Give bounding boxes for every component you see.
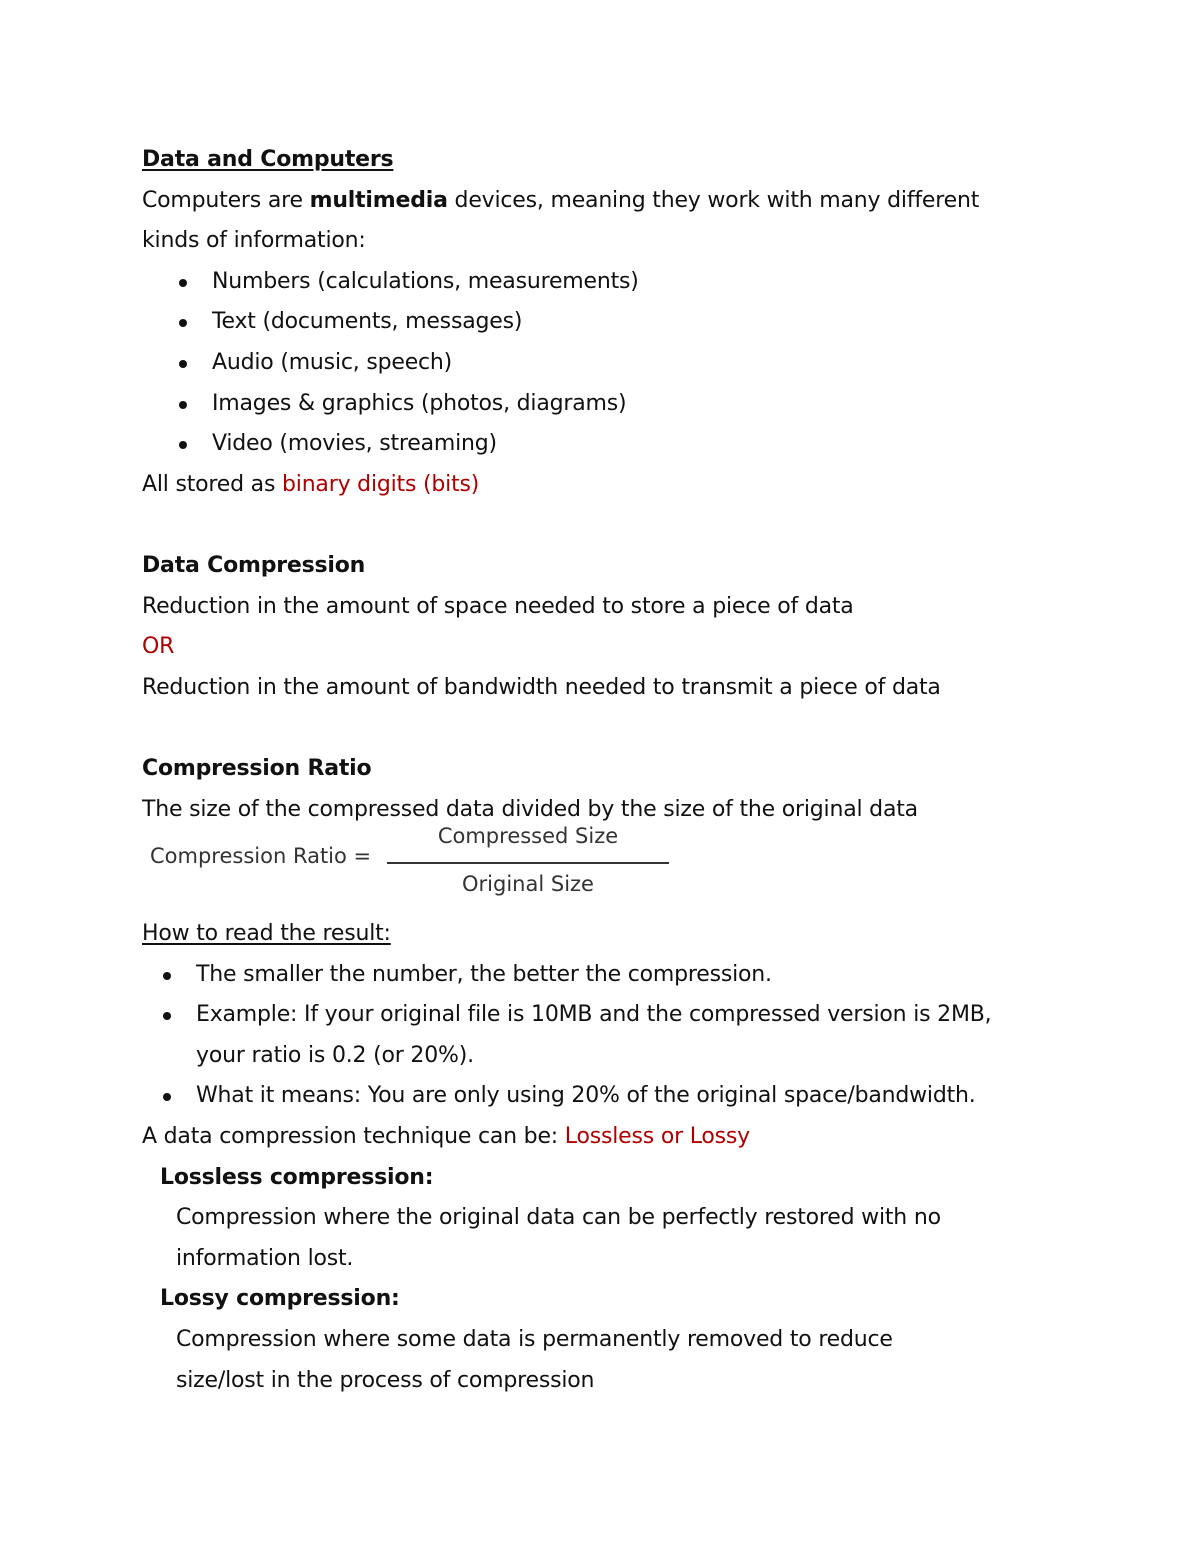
lossless-description-line1: Compression where the original data can be perfectly restored with no	[176, 1205, 941, 1231]
stored-text-pre: All stored as	[142, 471, 283, 497]
bullet-icon	[179, 279, 187, 287]
formula-denominator: Original Size	[462, 872, 594, 897]
lossy-description-line1: Compression where some data is permanently removed to reduce	[176, 1327, 893, 1353]
compression-definition-2: Reduction in the amount of bandwidth needed to transmit a piece of data	[142, 674, 941, 700]
bullet-icon	[179, 441, 187, 449]
ratio-formula	[142, 824, 1062, 914]
list-item-text: Text (documents, messages)	[212, 309, 523, 335]
information-types-list	[142, 262, 1062, 465]
list-item	[142, 343, 1062, 384]
lossless-title: Lossless compression:	[160, 1164, 434, 1190]
document-page	[142, 140, 1062, 1401]
bullet-icon	[163, 1093, 171, 1101]
lossy-title: Lossy compression:	[160, 1286, 400, 1312]
formula-lhs: Compression Ratio =	[150, 844, 372, 869]
intro-paragraph-line2: kinds of information:	[142, 228, 366, 254]
list-item	[142, 384, 1062, 425]
list-item-text: Numbers (calculations, measurements)	[212, 268, 639, 294]
lossless-description-line2: information lost.	[176, 1245, 354, 1271]
list-item-text: The smaller the number, the better the compression.	[196, 961, 772, 987]
list-item	[142, 262, 1062, 303]
ratio-definition: The size of the compressed data divided by the size of the original data	[142, 796, 918, 822]
stored-text-red: binary digits (bits)	[282, 471, 480, 497]
list-item-text-continued: your ratio is 0.2 (or 20%).	[196, 1042, 474, 1068]
intro-text-post: devices, meaning they work with many different	[447, 187, 980, 213]
how-to-read-list	[142, 955, 1062, 1117]
list-item-text: Images & graphics (photos, diagrams)	[212, 390, 627, 416]
fraction-bar	[387, 862, 669, 864]
bullet-icon	[163, 972, 171, 980]
bullet-icon	[163, 1012, 171, 1020]
bullet-icon	[179, 401, 187, 409]
or-label: OR	[142, 634, 175, 660]
stored-as-line	[142, 465, 1062, 506]
how-to-read-heading: How to read the result:	[142, 921, 391, 947]
section-title-compression-ratio: Compression Ratio	[142, 755, 372, 781]
bullet-icon	[179, 319, 187, 327]
spacer	[142, 505, 1062, 546]
technique-line	[142, 1117, 1062, 1158]
list-item	[142, 995, 1062, 1076]
intro-text-bold: multimedia	[309, 187, 448, 213]
list-item	[142, 955, 1062, 996]
formula-numerator: Compressed Size	[437, 824, 619, 849]
bullet-icon	[179, 360, 187, 368]
technique-text-pre: A data compression technique can be:	[142, 1124, 565, 1150]
list-item-text: Audio (music, speech)	[212, 349, 453, 375]
intro-paragraph-line1	[142, 181, 1062, 222]
technique-text-red: Lossless or Lossy	[564, 1124, 750, 1150]
list-item-text: Video (movies, streaming)	[212, 431, 497, 457]
lossy-description-line2: size/lost in the process of compression	[176, 1367, 595, 1393]
section-title-data-and-computers: Data and Computers	[142, 147, 394, 172]
list-item	[142, 1076, 1062, 1117]
spacer	[142, 708, 1062, 749]
section-title-data-compression: Data Compression	[142, 552, 366, 578]
list-item-text: What it means: You are only using 20% of the original space/bandwidth.	[196, 1083, 976, 1109]
list-item-text: Example: If your original file is 10MB and the compressed version is 2MB,	[196, 1002, 992, 1028]
list-item	[142, 424, 1062, 465]
list-item	[142, 302, 1062, 343]
compression-definition-1: Reduction in the amount of space needed to store a piece of data	[142, 593, 854, 619]
intro-text-pre: Computers are	[142, 187, 310, 213]
